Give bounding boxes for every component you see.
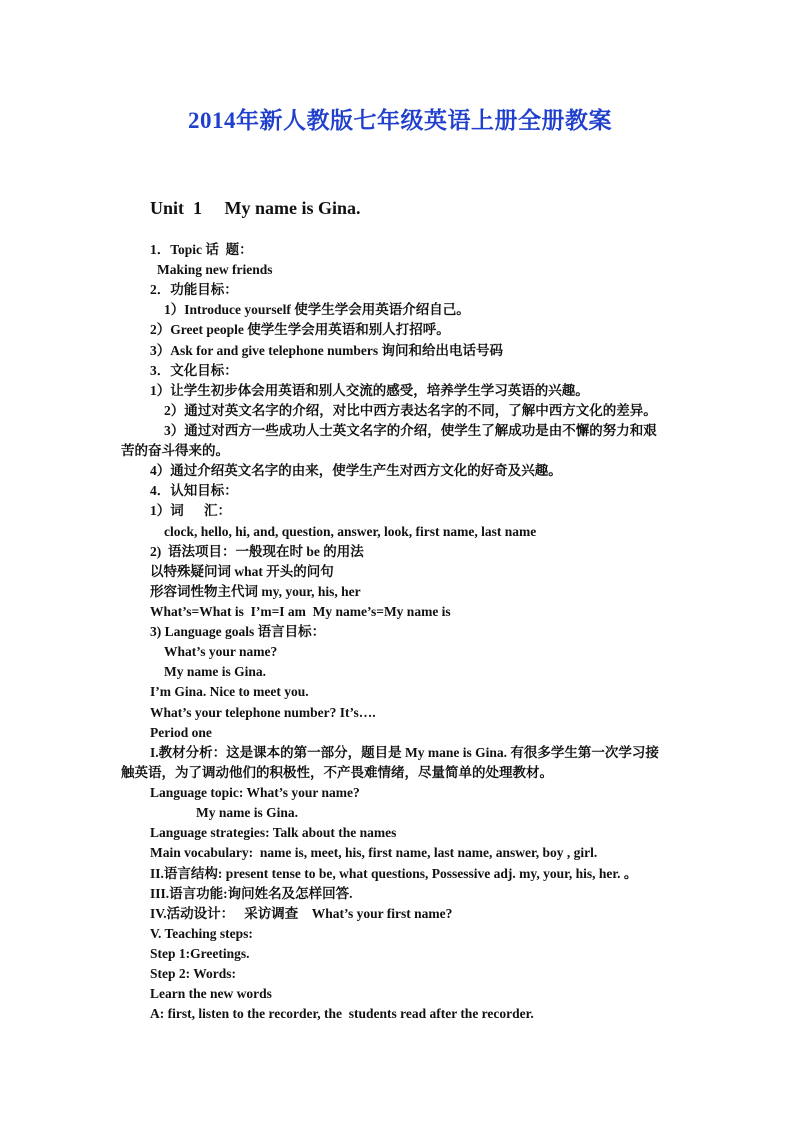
document-title: 2014年新人教版七年级英语上册全册教案 [188, 108, 612, 133]
text-line: II.语言结构: present tense to be, what questions, Possessive adj. my, your, his, her. 。 [150, 866, 638, 881]
text-line: 1）让学生初步体会用英语和别人交流的感受，培养学生学习英语的兴趣。 [150, 383, 589, 398]
text-line: 3) Language goals 语言目标： [150, 624, 326, 639]
text-line: Step 1:Greetings. [150, 946, 250, 961]
text-line: 形容词性物主代词 my, your, his, her [150, 584, 361, 599]
text-line: I.教材分析：这是课本的第一部分，题目是 My mane is Gina. 有很多学生第一次学习接 [150, 745, 659, 760]
text-line: IV.活动设计： 采访调查 What’s your first name? [150, 906, 453, 921]
text-line: 2) 语法项目：一般现在时 be 的用法 [150, 544, 364, 559]
text-line: Language topic: What’s your name? [150, 785, 360, 800]
text-line: Language strategies: Talk about the names [150, 825, 397, 840]
text-line: clock, hello, hi, and, question, answer, look, first name, last name [164, 524, 537, 539]
text-line: My name is Gina. [164, 664, 267, 679]
text-line: 苦的奋斗得来的。 [121, 443, 229, 458]
text-line: 4）通过介绍英文名字的由来，使学生产生对西方文化的好奇及兴趣。 [150, 463, 562, 478]
unit-heading: Unit 1 My name is Gina. [150, 198, 361, 218]
text-line: My name is Gina. [196, 805, 299, 820]
text-line: I’m Gina. Nice to meet you. [150, 684, 309, 699]
text-line: Learn the new words [150, 986, 272, 1001]
text-line: What’s=What is I’m=I am My name’s=My name is [150, 604, 451, 619]
text-line: A: first, listen to the recorder, the students read after the recorder. [150, 1006, 534, 1021]
text-line: 4．认知目标： [150, 483, 238, 498]
text-line: 2．功能目标： [150, 282, 238, 297]
text-line: 1）Introduce yourself 使学生学会用英语介绍自己。 [164, 302, 470, 317]
text-line: Making new friends [157, 262, 273, 277]
text-line: Step 2: Words: [150, 966, 237, 981]
text-line: Period one [150, 725, 212, 740]
text-line: III.语言功能:询问姓名及怎样回答. [150, 886, 353, 901]
text-line: Main vocabulary: name is, meet, his, first name, last name, answer, boy , girl. [150, 845, 598, 860]
text-line: 2）通过对英文名字的介绍，对比中西方表达名字的不同，了解中西方文化的差异。 [164, 403, 657, 418]
text-line: What’s your name? [164, 644, 278, 659]
text-line: 2）Greet people 使学生学会用英语和别人打招呼。 [150, 322, 450, 337]
text-line: 3）通过对西方一些成功人士英文名字的介绍，使学生了解成功是由不懈的努力和艰 [164, 423, 657, 438]
text-line: 3．文化目标： [150, 363, 238, 378]
text-line: V. Teaching steps: [150, 926, 253, 941]
text-line: 以特殊疑问词 what 开头的问句 [150, 564, 334, 579]
text-line: 1）词 汇： [150, 503, 231, 518]
text-line: 触英语，为了调动他们的积极性，不产畏难情绪，尽量简单的处理教材。 [121, 765, 553, 780]
text-line: What’s your telephone number? It’s…. [150, 705, 376, 720]
text-line: 1．Topic 话 题： [150, 242, 253, 257]
text-line: 3）Ask for and give telephone numbers 询问和给出电话号码 [150, 343, 504, 358]
